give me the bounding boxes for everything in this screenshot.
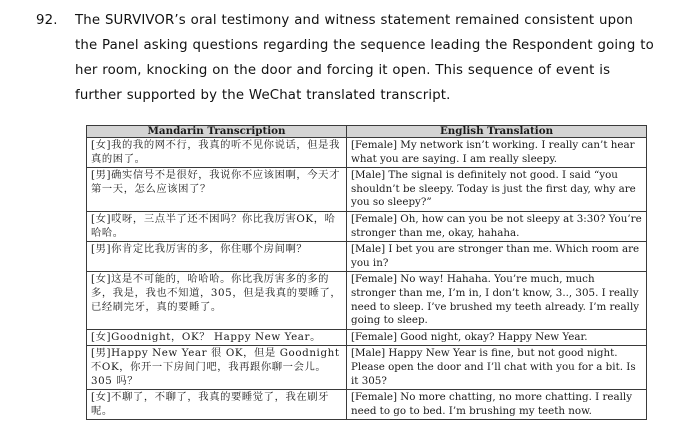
table-row [87, 272, 647, 329]
english-cell: [Female] No way! Hahaha. You’re much, much stronger than me, I’m in, I don’t know, 3.., 305. I really need to sleep. I’ve brushed my teeth already. I’m really going to sleep. [347, 272, 647, 329]
english-cell: [Female] Good night, okay? Happy New Year. [347, 329, 647, 346]
mandarin-cell: [男]Happy New Year 很 OK，但是 Goodnight 不OK，你开一下房间门吧，我再跟你聊一会儿。305 吗？ [87, 346, 347, 390]
mandarin-cell: [女]这是不可能的，哈哈哈。你比我厉害多的多的多，我是，我也不知道，305，但是我真的要睡了，已经刷完牙，真的要睡了。 [87, 272, 347, 329]
english-cell: [Female] My network isn’t working. I really can’t hear what you are saying. I am really sleepy. [347, 138, 647, 168]
mandarin-cell: [男]你肯定比我厉害的多，你住哪个房间啊？ [87, 242, 347, 272]
header-english-translation: English Translation [347, 126, 647, 138]
wechat-transcript-table [86, 125, 647, 420]
english-cell: [Female] No more chatting, no more chatting. I really need to go to bed. I’m brushing my teeth now. [347, 390, 647, 420]
table-row [87, 390, 647, 420]
english-cell: [Male] The signal is definitely not good. I said “you shouldn’t be sleepy. Today is just the first day, why are you so sleepy?” [347, 168, 647, 212]
paragraph-line: her room, knocking on the door and forcing it open. This sequence of event is [75, 63, 611, 78]
english-cell: [Male] Happy New Year is fine, but not good night. Please open the door and I’ll chat with you for a bit. Is it 305? [347, 346, 647, 390]
mandarin-cell: [女]哎呀，三点半了还不困吗？你比我厉害OK，哈哈哈。 [87, 211, 347, 241]
paragraph-line: the Panel asking questions regarding the sequence leading the Respondent going to [75, 38, 654, 53]
mandarin-cell: [女]不聊了，不聊了，我真的要睡觉了，我在刷牙呢。 [87, 390, 347, 420]
header-mandarin-transcription: Mandarin Transcription [87, 126, 347, 138]
table-row [87, 168, 647, 212]
paragraph-line: further supported by the WeChat translated transcript. [75, 88, 451, 103]
table-row [87, 329, 647, 346]
paragraph-line: The SURVIVOR’s oral testimony and witness statement remained consistent upon [75, 13, 634, 28]
mandarin-cell: [男]确实信号不是很好，我说你不应该困啊，今天才第一天，怎么应该困了？ [87, 168, 347, 212]
table-row [87, 211, 647, 241]
mandarin-cell: [女]Goodnight，OK？ Happy New Year。 [87, 329, 347, 346]
table-row [87, 138, 647, 168]
table-header-row [87, 126, 647, 138]
english-cell: [Female] Oh, how can you be not sleepy at 3:30? You’re stronger than me, okay, hahaha. [347, 211, 647, 241]
table-row [87, 346, 647, 390]
table-row [87, 242, 647, 272]
paragraph-number: 92. [36, 13, 58, 28]
mandarin-cell: [女]我的我的网不行，我真的听不见你说话，但是我真的困了。 [87, 138, 347, 168]
english-cell: [Male] I bet you are stronger than me. Which room are you in? [347, 242, 647, 272]
